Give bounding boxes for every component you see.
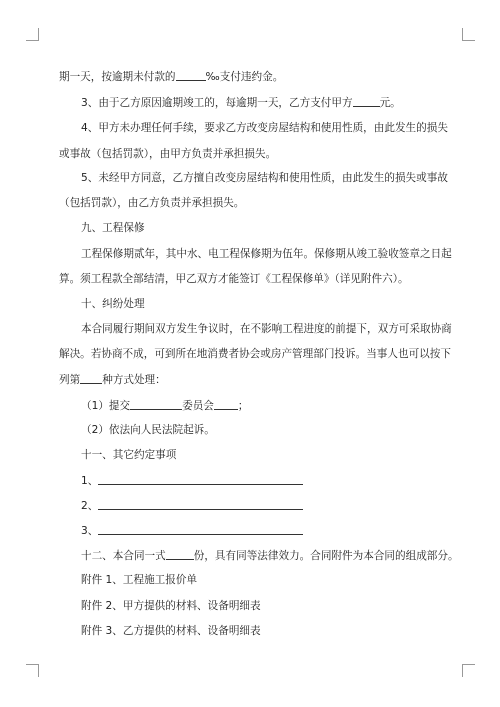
list-item: 3、 — [81, 524, 303, 538]
fill-blank — [98, 524, 303, 535]
paragraph-line: 工程保修期贰年，其中水、电工程保修期为伍年。保修期从竣工验收签章之日起 — [81, 248, 452, 260]
paragraph-line: 列第 种方式处理： — [59, 374, 166, 386]
appendix-item: 附件 1、工程施工报价单 — [81, 574, 198, 586]
fill-blank — [176, 70, 206, 81]
appendix-item: 附件 2、甲方提供的材料、设备明细表 — [81, 600, 261, 612]
paragraph-line: 本合同履行期间双方发生争议时，在不影响工程进度的前提下，双方可采取协商 — [81, 323, 452, 335]
appendix-item: 附件 3、乙方提供的材料、设备明细表 — [81, 625, 261, 637]
list-item: 2、 — [81, 499, 303, 513]
paragraph-line: （2）依法向人民法院起诉。 — [81, 424, 215, 436]
fill-blank — [80, 373, 102, 384]
crop-mark-top-left — [26, 28, 39, 41]
section-heading: 十、纠纷处理 — [81, 298, 145, 310]
paragraph-line: 解决。若协商不成，可到所在地消费者协会或房产管理部门投诉。当事人也可以按下 — [59, 348, 451, 360]
section-heading: 十一、其它约定事项 — [81, 449, 177, 461]
section-heading: 九、工程保修 — [81, 222, 145, 234]
fill-blank — [98, 474, 303, 485]
paragraph-line: （1）提交 委员会 ； — [81, 400, 249, 412]
paragraph-line: 或事故（包括罚款），由甲方负责并承担损失。 — [59, 148, 277, 160]
paragraph-line: 十二、本合同一式 份，具有同等法律效力。合同附件为本合同的组成部分。 — [81, 550, 459, 562]
crop-mark-bottom-right — [462, 664, 475, 677]
list-item: 1、 — [81, 474, 303, 488]
paragraph-line: 算。须工程款全部结清，甲乙双方才能签订《工程保修单》（详见附件六）。 — [59, 273, 409, 285]
paragraph-line: 期一天，按逾期未付款的 ‰支付违约金。 — [59, 71, 284, 83]
paragraph-line: 3、由于乙方原因逾期竣工的，每逾期一天，乙方支付甲方 元。 — [81, 97, 401, 109]
fill-blank — [98, 499, 303, 510]
crop-mark-top-right — [462, 28, 475, 41]
fill-blank — [214, 399, 238, 410]
fill-blank — [353, 96, 380, 107]
paragraph-line: （包括罚款），由乙方负责并承担损失。 — [59, 197, 245, 209]
fill-blank — [166, 549, 194, 560]
paragraph-line: 4、甲方未办理任何手续，要求乙方改变房屋结构和使用性质，由此发生的损失 — [81, 122, 448, 134]
paragraph-line: 5、未经甲方同意，乙方擅自改变房屋结构和使用性质，由此发生的损失或事故 — [81, 172, 448, 184]
fill-blank — [130, 399, 182, 410]
crop-mark-bottom-left — [26, 664, 39, 677]
